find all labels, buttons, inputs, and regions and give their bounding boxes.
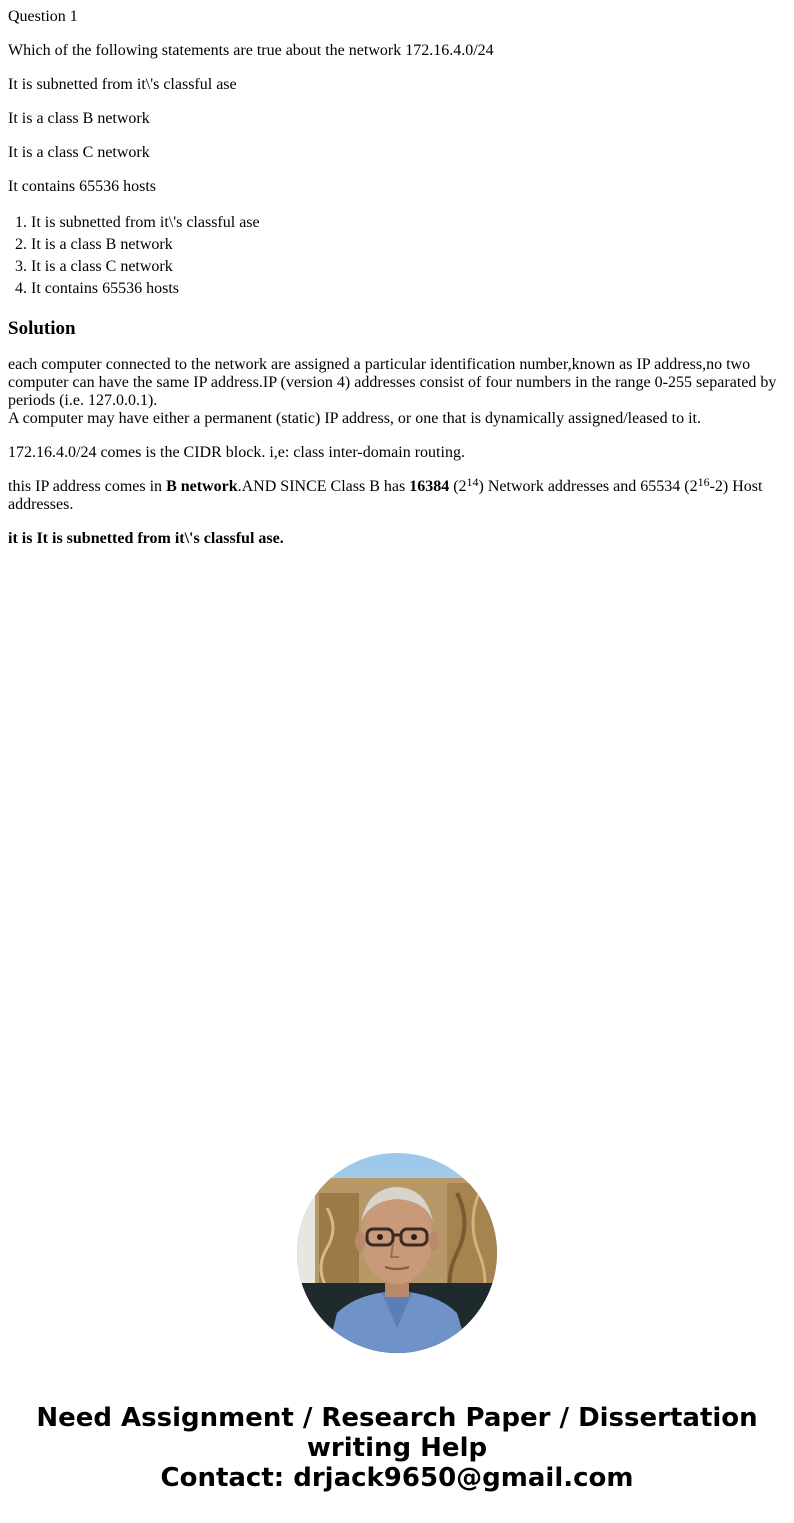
- class-b-bold: B network: [166, 478, 238, 495]
- class-b-text: (2: [449, 478, 467, 495]
- avatar-photo-icon: [297, 1153, 497, 1353]
- option-item: 2. It is a class B network: [31, 234, 786, 256]
- statement-3: It is a class C network: [8, 144, 150, 161]
- class-b-text: .AND SINCE Class B has: [237, 478, 410, 495]
- exponent-14: 14: [466, 475, 479, 489]
- question-number: Question 1: [8, 8, 78, 25]
- conclusion-bold: it is It is subnetted from it\'s classful ase.: [8, 530, 284, 547]
- promo-contact: Contact: drjack9650@gmail.com: [160, 1463, 634, 1493]
- class-b-text: ) Network addresses and 65534 (2: [478, 478, 698, 495]
- promo-line: writing Help: [306, 1433, 488, 1463]
- avatar: [297, 1153, 497, 1353]
- solution-paragraph-cidr: 172.16.4.0/24 comes is the CIDR block. i,e: class inter-domain routing.: [8, 444, 465, 461]
- ip-definition-text: each computer connected to the network are assigned a particular identification number,known as IP address,no two computer can have the same IP address.IP (version 4) addresses consist of four numbers in the range 0-255 separated by periods (i.e. 127.0.0.1).: [8, 356, 777, 409]
- network-count-bold: 16384: [409, 478, 450, 495]
- class-b-text: this IP address comes in: [8, 478, 167, 495]
- document-body: [8, 0, 786, 564]
- ip-static-dynamic-text: A computer may have either a permanent (static) IP address, or one that is dynamically assigned/leased to it.: [8, 410, 701, 427]
- solution-paragraph-ip: [8, 356, 786, 428]
- solution-conclusion: [8, 530, 786, 548]
- exponent-16: 16: [697, 475, 710, 489]
- option-item: 1. It is subnetted from it\'s classful ase: [31, 212, 786, 234]
- promo-line: Need Assignment / Research Paper / Dissertation: [36, 1403, 758, 1433]
- option-item: 4. It contains 65536 hosts: [31, 278, 786, 300]
- solution-paragraph-class-b: [8, 475, 786, 514]
- statement-1: It is subnetted from it\'s classful ase: [8, 76, 237, 93]
- class-b-text: -2) Host addresses.: [8, 478, 763, 513]
- option-item: 3. It is a class C network: [31, 256, 786, 278]
- statement-2: It is a class B network: [8, 110, 150, 127]
- options-list: [8, 212, 786, 300]
- promo-banner: [0, 1403, 794, 1493]
- statement-4: It contains 65536 hosts: [8, 178, 156, 195]
- solution-heading: Solution: [8, 318, 76, 339]
- question-prompt: Which of the following statements are true about the network 172.16.4.0/24: [8, 42, 494, 59]
